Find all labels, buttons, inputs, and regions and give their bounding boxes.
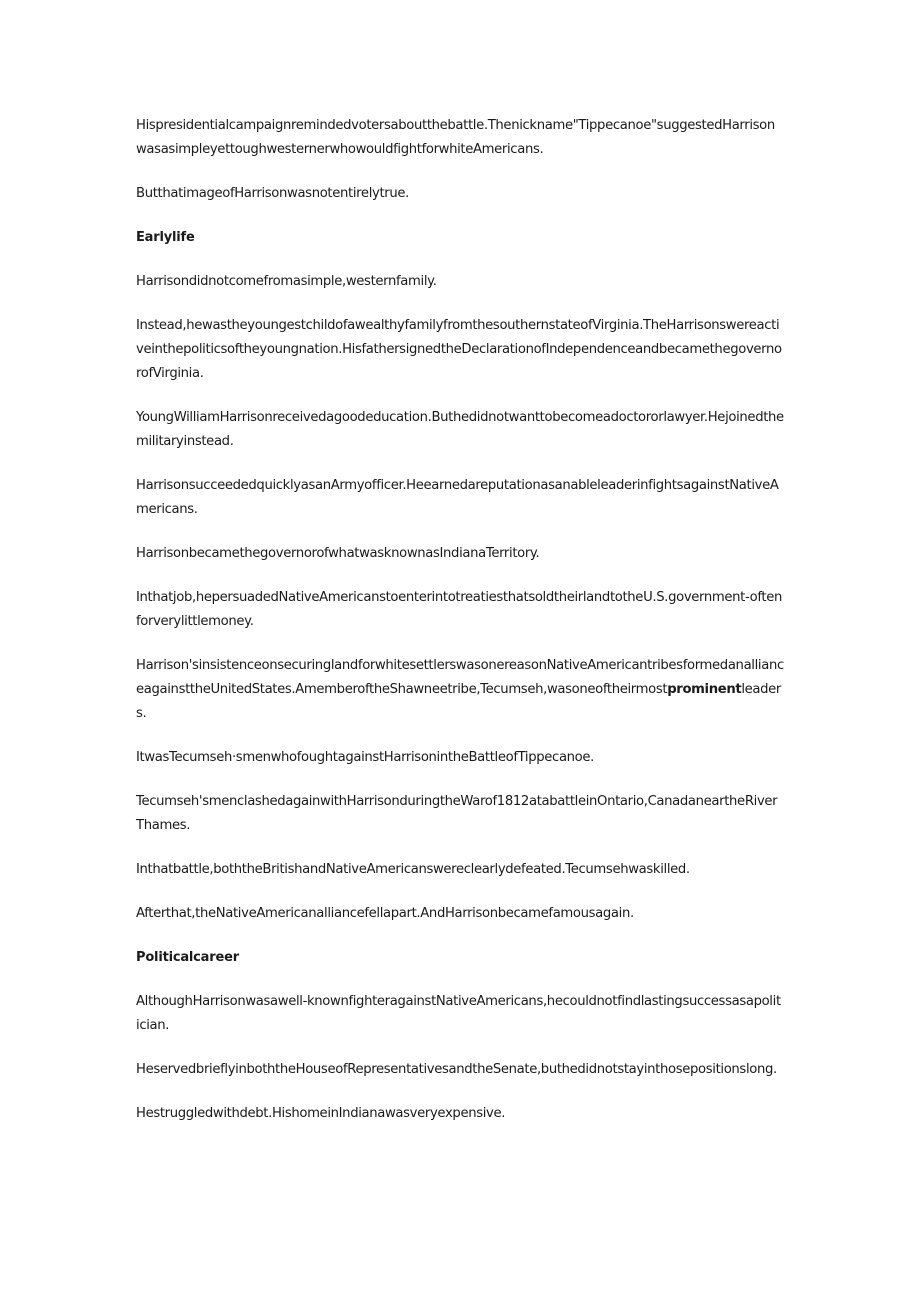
paragraph-tippecanoe-battle: ItwasTecumseh·smenwhofoughtagainstHarrisonintheBattleofTippecanoe. (136, 750, 595, 765)
alliance-text-after: leaders. (136, 682, 782, 721)
paragraph-treaties: Inthatjob,hepersuadedNativeAmericanstoenterintotreatiesthatsoldtheirlandtotheU.S.government-oftenforverylittlemoney. (136, 590, 782, 629)
paragraph-debt: Hestruggledwithdebt.HishomeinIndianawasveryexpensive. (136, 1106, 506, 1121)
paragraph-defeat: Inthatbattle,boththeBritishandNativeAmericanswereclearlydefeated.Tecumsehwaskilled. (136, 862, 690, 877)
paragraph-family: Harrisondidnotcomefromasimple,westernfamily. (136, 274, 437, 289)
paragraph-education: YoungWilliamHarrisonreceivedagoodeducation.Buthedidnotwanttobecomeadoctororlawyer.Hejoinedthemilitaryinstead. (136, 410, 784, 449)
paragraph-war-1812: Tecumseh'smenclashedagainwithHarrisonduringtheWarof1812atabattleinOntario,CanadaneartheRiverThames. (136, 794, 778, 833)
paragraph-politician: AlthoughHarrisonwasawell-knownfighteragainstNativeAmericans,hecouldnotfindlastingsuccessasapolitician. (136, 994, 781, 1033)
paragraph-governor: HarrisonbecamethegovernorofwhatwasknownasIndianaTerritory. (136, 546, 540, 561)
paragraph-campaign: Hispresidentialcampaignremindedvotersaboutthebattle.Thenickname"Tippecanoe"suggestedHarrisonwasasimpleyettoughwesternerwhowouldfightforwhiteAmericans. (136, 118, 775, 157)
paragraph-army-officer: HarrisonsucceededquicklyasanArmyofficer.HeearnedareputationasanableleaderinfightsagainstNativeAmericans. (136, 478, 779, 517)
document-page (136, 114, 784, 1146)
heading-political-career: Politicalcareer (136, 950, 239, 965)
paragraph-alliance (136, 654, 784, 726)
paragraph-image-not-true: ButthatimageofHarrisonwasnotentirelytrue. (136, 186, 409, 201)
alliance-text-bold: prominent (667, 682, 742, 697)
heading-early-life: Earlylife (136, 230, 195, 245)
paragraph-famous-again: Afterthat,theNativeAmericanalliancefellapart.AndHarrisonbecamefamousagain. (136, 906, 634, 921)
alliance-text-before: Harrison'sinsistenceonsecuringlandforwhitesettlerswasonereasonNativeAmericantribesformedanallianceagainsttheUnitedStates.AmemberoftheShawneetribe,Tecumseh,wasoneoftheirmost (136, 658, 784, 697)
paragraph-virginia: Instead,hewastheyoungestchildofawealthyfamilyfromthesouthernstateofVirginia.TheHarrisonswereactiveinthepoliticsoftheyoungnation.HisfathersignedtheDeclarationofIndependenceandbecamethegovernorofVirginia. (136, 318, 782, 381)
paragraph-congress: HeservedbrieflyinboththeHouseofRepresentativesandtheSenate,buthedidnotstayinthosepositionslong. (136, 1062, 777, 1077)
